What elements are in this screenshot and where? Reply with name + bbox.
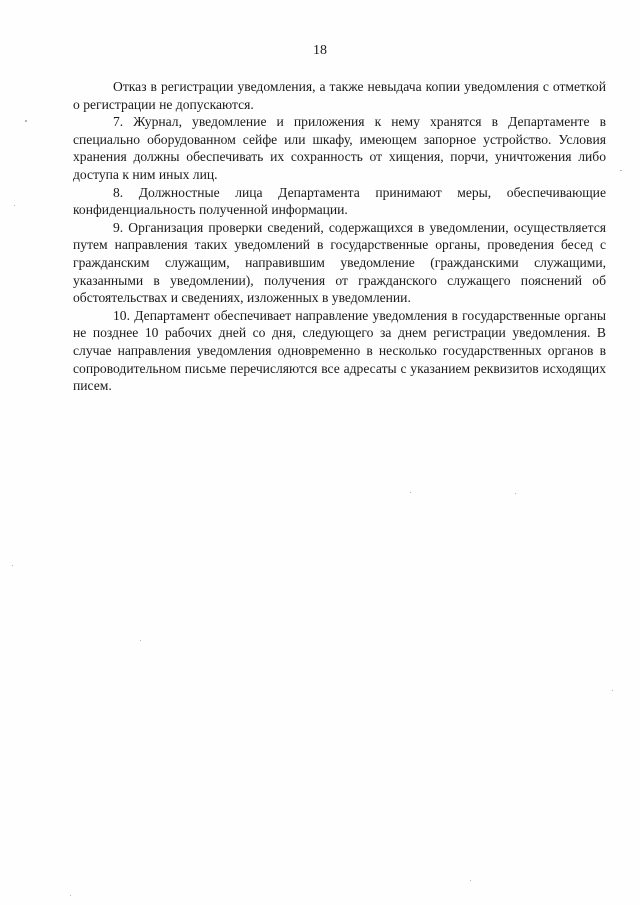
scan-speck [12,565,13,566]
scan-speck [14,205,15,206]
paragraph-9-verification: 9. Организация проверки сведений, содержащихся в уведомлении, осуществляется путем направления таких уведомлений в государственные органы, проведения бесед с гражданским служащим, направившим уведомление (гражданскими служащими, указанными в уведомлении), получения от гражданского служащего пояснений об обстоятельствах и сведениях, изложенных в уведомлении. [73,219,606,306]
scan-speck [410,492,411,493]
paragraph-8-confidentiality: 8. Должностные лица Департамента принимают меры, обеспечивающие конфиденциальность полученной информации. [73,184,606,218]
scan-speck [612,690,613,691]
paragraph-7-journal-storage: 7. Журнал, уведомление и приложения к нему хранятся в Департаменте в специально оборудованном сейфе или шкафу, имеющем запорное устройство. Условия хранения должны обеспечивать их сохранность от хищения, порчи, уничтожения либо доступа к ним иных лиц. [73,114,606,182]
scan-speck [515,493,516,494]
scan-speck [470,880,471,881]
document-body [73,78,606,395]
paragraph-10-forwarding: 10. Департамент обеспечивает направление уведомления в государственные органы не позднее 10 рабочих дней со дня, следующего за днем регистрации уведомления. В случае направления уведомления одновременно в несколько государственных органов в сопроводительном письме перечисляются все адресаты с указанием реквизитов исходящих писем. [73,307,606,394]
scan-speck [70,895,71,896]
paragraph-refusal: Отказ в регистрации уведомления, а также невыдача копии уведомления с отметкой о регистрации не допускаются. [73,79,606,112]
scan-speck [25,120,27,122]
page-number: 18 [313,43,327,58]
scan-speck [620,170,622,171]
scan-speck [140,640,141,641]
